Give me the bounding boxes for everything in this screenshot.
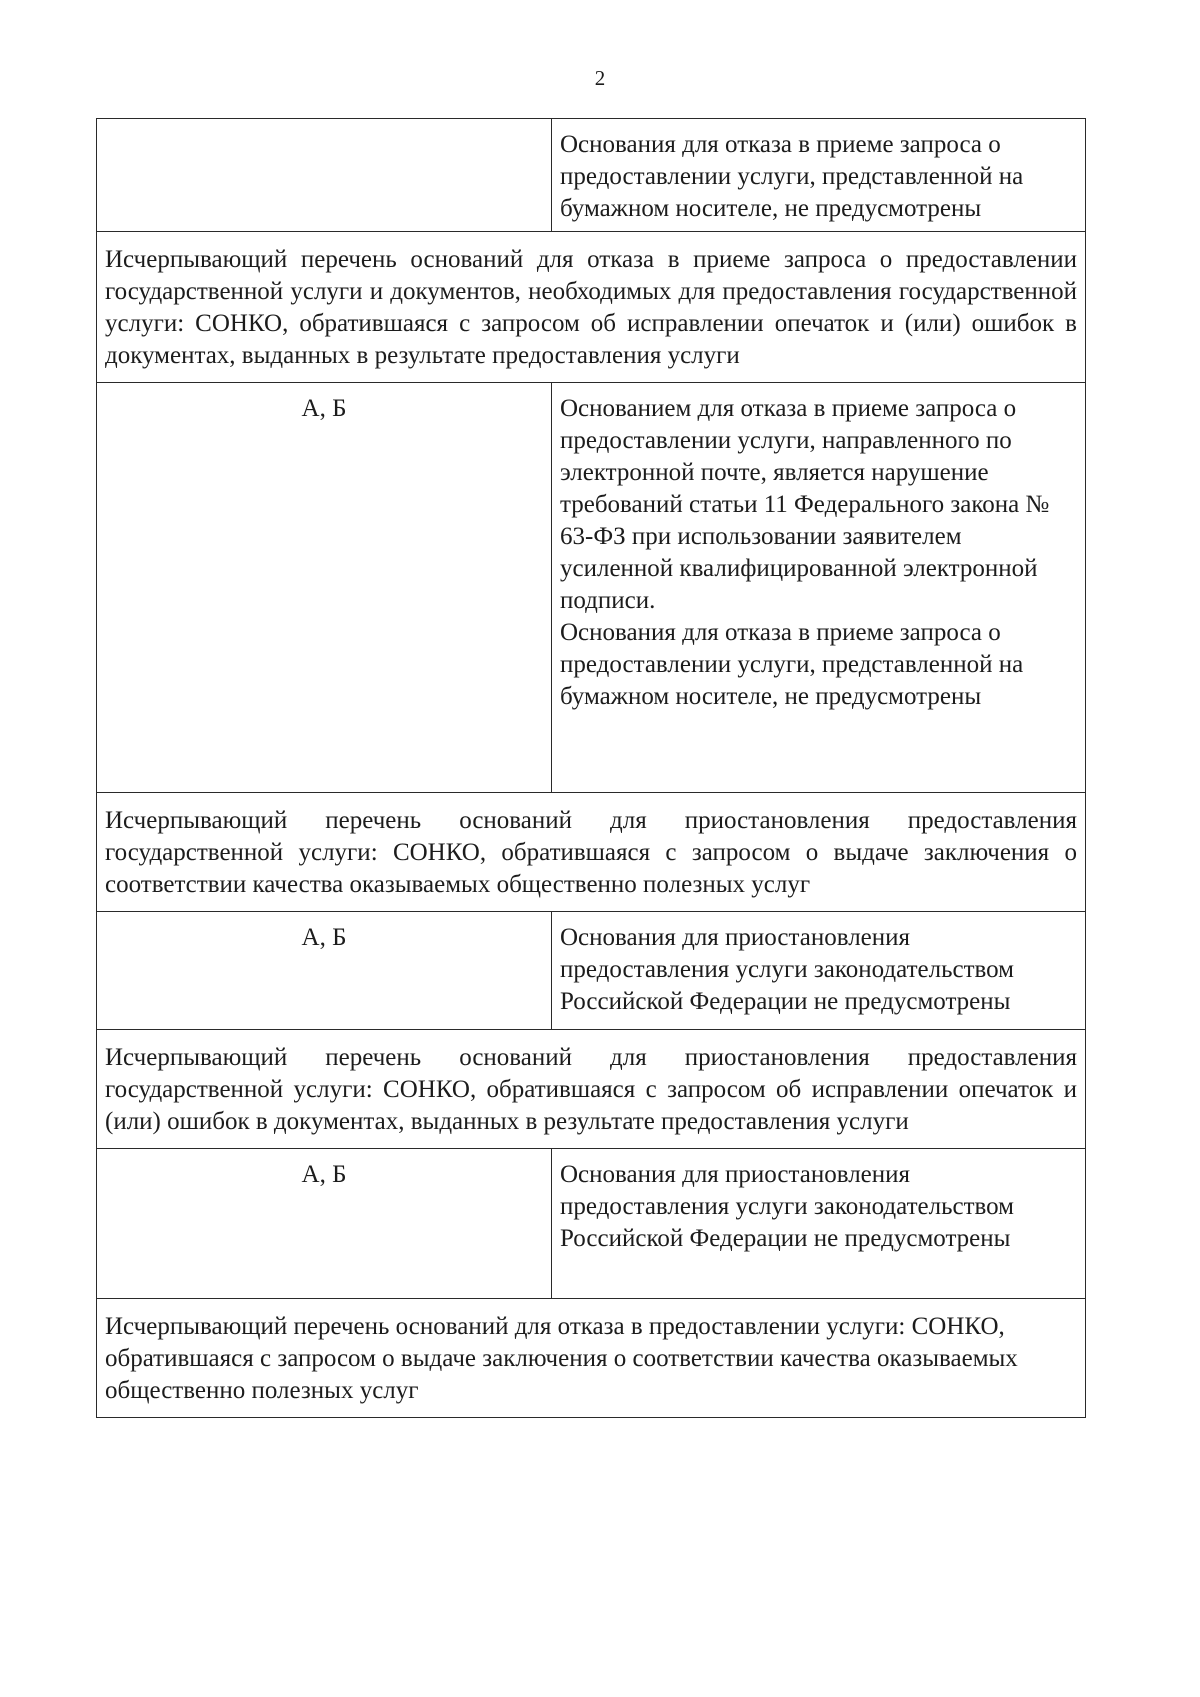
page-number: 2 (594, 66, 606, 90)
applicant-category: А, Б (97, 1149, 552, 1299)
right-cell-text: Основания для отказа в приеме запроса о предоставлении услуги, представленной на бумажном носителе, не предусмотрены (552, 119, 1086, 232)
table-row (97, 1030, 1086, 1149)
section-header: Исчерпывающий перечень оснований для отказа в приеме запроса о предоставлении государственной услуги и документов, необходимых для предоставления государственной услуги: СОНКО, обратившаяся с запросом об исправлении опечаток и (или) ошибок в документах, выданных в результате предоставления услуги (97, 232, 1086, 383)
table-row (97, 232, 1086, 383)
table-row (97, 1299, 1086, 1418)
paragraph: Основанием для отказа в приеме запроса о предоставлении услуги, направленного по электронной почте, является нарушение требований статьи 11 Федерального закона № 63-ФЗ при использовании заявителем усиленной квалифицированной электронной подписи. (560, 395, 1050, 614)
table-row (97, 793, 1086, 912)
section-header: Исчерпывающий перечень оснований для приостановления предоставления государственной услуги: СОНКО, обратившаяся с запросом о выдаче заключения о соответствии качества оказываемых общественно полезных услуг (97, 793, 1086, 912)
table-row (97, 1149, 1086, 1299)
section-header: Исчерпывающий перечень оснований для приостановления предоставления государственной услуги: СОНКО, обратившаяся с запросом об исправлении опечаток и (или) ошибок в документах, выданных в результате предоставления услуги (97, 1030, 1086, 1149)
left-cell-empty (97, 119, 552, 232)
section-header: Исчерпывающий перечень оснований для отказа в предоставлении услуги: СОНКО, обратившаяся с запросом о выдаче заключения о соответствии качества оказываемых общественно полезных услуг (97, 1299, 1086, 1418)
table-row (97, 912, 1086, 1030)
applicant-category: А, Б (97, 912, 552, 1030)
paragraph: Основания для отказа в приеме запроса о предоставлении услуги, представленной на бумажном носителе, не предусмотрены (560, 619, 1024, 710)
grounds-table (96, 118, 1086, 1418)
right-cell-text: Основания для приостановления предоставления услуги законодательством Российской Федерации не предусмотрены (552, 1149, 1086, 1299)
right-cell-text (552, 383, 1086, 793)
right-cell-text: Основания для приостановления предоставления услуги законодательством Российской Федерации не предусмотрены (552, 912, 1086, 1030)
table-row (97, 383, 1086, 793)
table-row (97, 119, 1086, 232)
applicant-category: А, Б (97, 383, 552, 793)
